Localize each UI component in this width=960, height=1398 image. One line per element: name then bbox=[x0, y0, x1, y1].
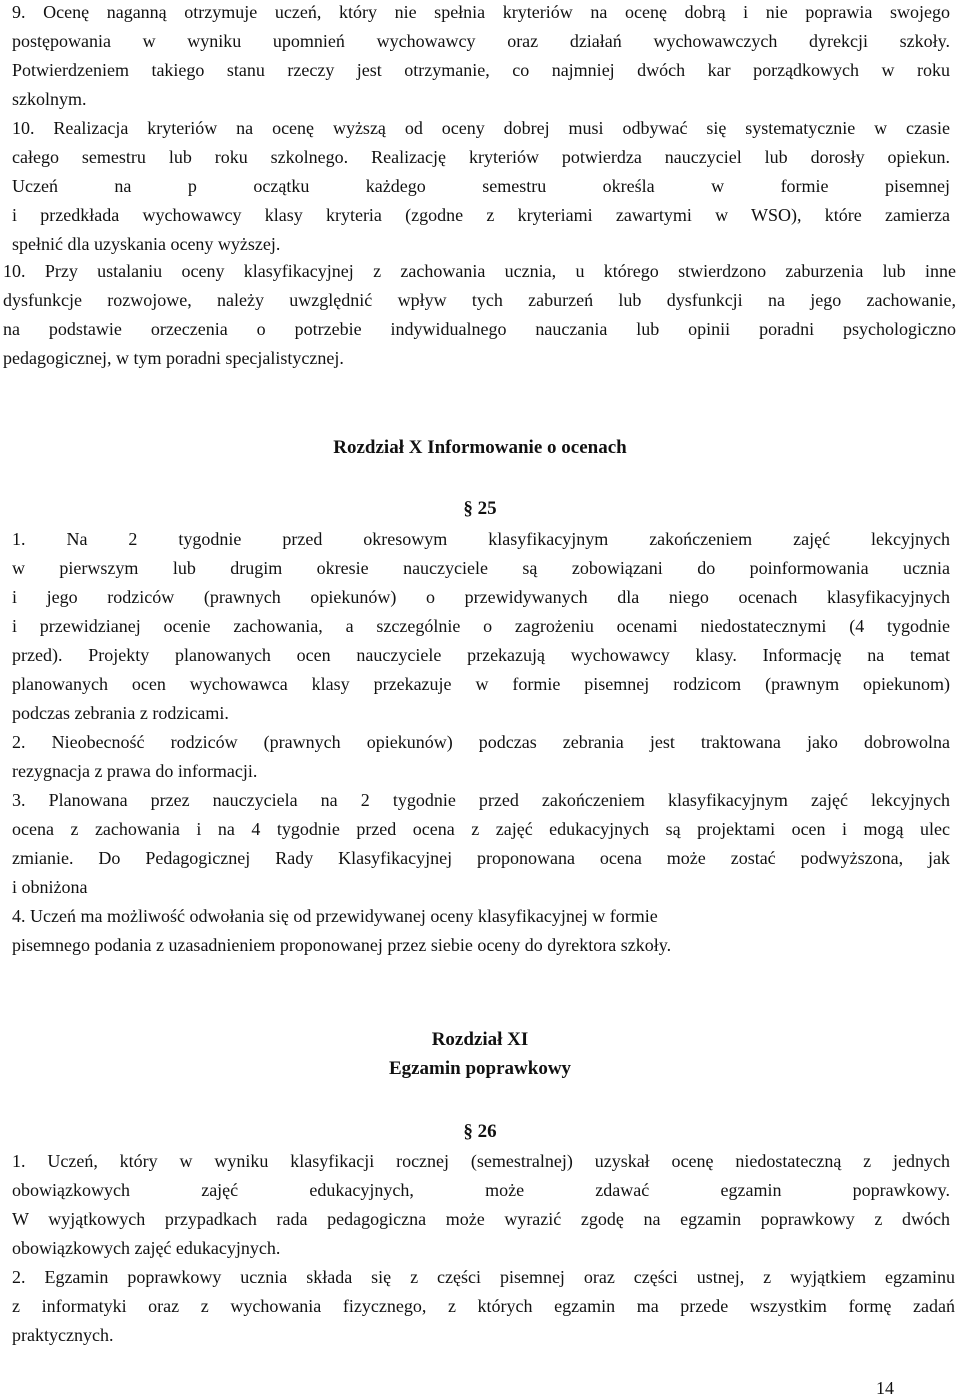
text-line: i obniżona bbox=[12, 877, 88, 897]
section-mark bbox=[0, 1120, 960, 1144]
text-line: 4. Uczeń ma możliwość odwołania się od przewidywanej oceny klasyfikacyjnej w formie bbox=[12, 906, 658, 926]
chapter-subheading: Egzamin poprawkowy bbox=[388, 1058, 572, 1079]
section-mark bbox=[0, 497, 960, 521]
text-line: praktycznych. bbox=[12, 1325, 114, 1345]
text-line: 1. Na 2 tygodnie przed okresowym klasyfikacyjnym zakończeniem zajęć lekcyjnych bbox=[12, 529, 950, 549]
section-number: 25 bbox=[477, 498, 497, 519]
section-sign-icon: § bbox=[463, 498, 473, 519]
text-line: 2. Egzamin poprawkowy ucznia składa się z części pisemnej oraz części ustnej, z wyjątkiem egzaminu bbox=[12, 1267, 955, 1287]
text-line: rezygnacja z prawa do informacji. bbox=[12, 761, 258, 781]
chapter-heading: Rozdział X Informowanie o ocenach bbox=[333, 437, 627, 458]
text-line: Potwierdzeniem takiego stanu rzeczy jest otrzymanie, co najmniej dwóch kar porządkowych w roku bbox=[12, 60, 950, 80]
text-line: i jego rodziców (prawnych opiekunów) o przewidywanych dla niego ocenach klasyfikacyjnych bbox=[12, 587, 950, 607]
text-line: spełnić dla uzyskania oceny wyższej. bbox=[12, 234, 281, 254]
text-line: postępowania w wyniku upomnień wychowawcy oraz działań wychowawczych dyrekcji szkoły. bbox=[12, 31, 950, 51]
text-line: 9. Ocenę naganną otrzymuje uczeń, który nie spełnia kryteriów na ocenę dobrą i nie poprawia swojego bbox=[12, 2, 950, 22]
text-line: szkolnym. bbox=[12, 89, 87, 109]
text-line: 1. Uczeń, który w wyniku klasyfikacji rocznej (semestralnej) uzyskał ocenę niedostateczną z jednych bbox=[12, 1151, 950, 1171]
text-line: dysfunkcje rozwojowe, należy uwzględnić wpływ tych zaburzeń lub dysfunkcji na jego zachowanie, bbox=[3, 290, 956, 310]
text-line: i przewidzianej ocenie zachowania, a szczególnie o zagrożeniu ocenami niedostatecznymi (4 tygodnie bbox=[12, 616, 950, 636]
text-line: zmianie. Do Pedagogicznej Rady Klasyfikacyjnej proponowana ocena może zostać podwyższona, jak bbox=[12, 848, 950, 868]
text-line: W wyjątkowych przypadkach rada pedagogiczna może wyrazić zgodę na egzamin poprawkowy z dwóch bbox=[12, 1209, 950, 1229]
text-line: pedagogicznej, w tym poradni specjalistycznej. bbox=[3, 348, 344, 368]
text-line: 10. Przy ustalaniu oceny klasyfikacyjnej z zachowania ucznia, u którego stwierdzono zaburzenia lub inne bbox=[3, 261, 956, 281]
text-line: w pierwszym lub drugim okresie nauczyciele są zobowiązani do poinformowania ucznia bbox=[12, 558, 950, 578]
text-line: ocena z zachowania i na 4 tygodnie przed ocena z zajęć edukacyjnych są projektami ocen i mogą ulec bbox=[12, 819, 950, 839]
text-line: i przedkłada wychowawcy klasy kryteria (zgodne z kryteriami zawartymi w WSO), które zamierza bbox=[12, 205, 950, 225]
text-line: na podstawie orzeczenia o potrzebie indywidualnego nauczania lub opinii poradni psychologiczno bbox=[3, 319, 956, 339]
text-line: przed). Projekty planowanych ocen nauczyciele przekazują wychowawcy klasy. Informację na temat bbox=[12, 645, 950, 665]
text-line: obowiązkowych zajęć edukacyjnych, może zdawać egzamin poprawkowy. bbox=[12, 1180, 950, 1200]
section-number: 26 bbox=[477, 1121, 497, 1142]
text-line: 2. Nieobecność rodziców (prawnych opiekunów) podczas zebrania jest traktowana jako dobrowolna bbox=[12, 732, 950, 752]
text-line: 10. Realizacja kryteriów na ocenę wyższą od oceny dobrej musi odbywać się systematycznie w czasie bbox=[12, 118, 950, 138]
text-line: z informatyki oraz z wychowania fizycznego, z których egzamin ma przede wszystkim formę zadań bbox=[12, 1296, 955, 1316]
page-number: 14 bbox=[876, 1378, 894, 1398]
text-line: całego semestru lub roku szkolnego. Realizację kryteriów potwierdza nauczyciel lub dorosły opiekun. bbox=[12, 147, 950, 167]
chapter-heading: Rozdział XI bbox=[431, 1029, 529, 1050]
text-line: Uczeń na p oczątku każdego semestru określa w formie pisemnej bbox=[12, 176, 950, 196]
text-line: obowiązkowych zajęć edukacyjnych. bbox=[12, 1238, 281, 1258]
text-line: planowanych ocen wychowawca klasy przekazuje w formie pisemnej rodzicom (prawnym opiekunom) bbox=[12, 674, 950, 694]
text-line: pisemnego podania z uzasadnieniem proponowanej przez siebie oceny do dyrektora szkoły. bbox=[12, 935, 672, 955]
section-sign-icon: § bbox=[463, 1121, 473, 1142]
text-line: podczas zebrania z rodzicami. bbox=[12, 703, 229, 723]
text-line: 3. Planowana przez nauczyciela na 2 tygodnie przed zakończeniem klasyfikacyjnym zajęć lekcyjnych bbox=[12, 790, 950, 810]
